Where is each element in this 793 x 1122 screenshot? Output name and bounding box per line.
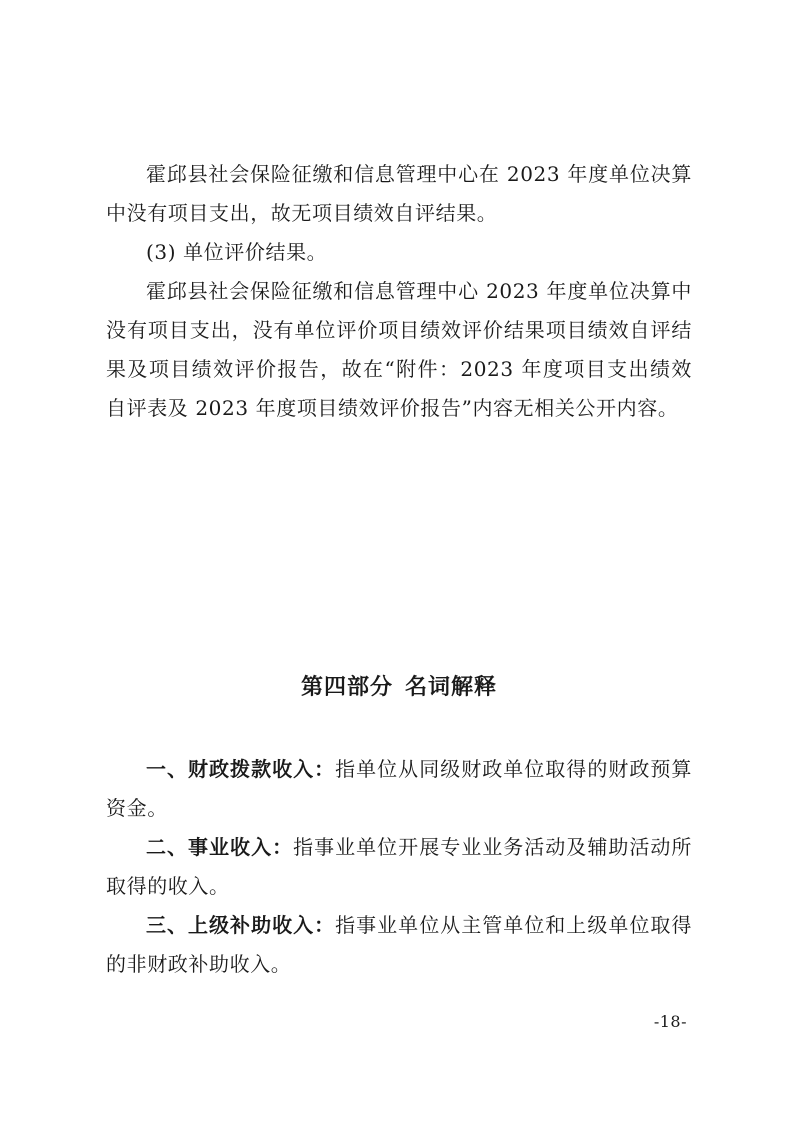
no-project-paragraph: 霍邱县社会保险征缴和信息管理中心在 2023 年度单位决算中没有项目支出，故无项目绩效自评结果。 <box>106 162 692 225</box>
page-number: -18- <box>653 1012 687 1031</box>
term-label: 一、财政拨款收入： <box>146 757 336 781</box>
unit-evaluation-subheading: (3) 单位评价结果。 <box>146 240 328 264</box>
term-item-business-income <box>106 828 692 906</box>
section-four-part: 第四部分 <box>300 674 393 700</box>
term-definition: 指事业单位从主管单位和上级单位取得的非财政补助收入。 <box>106 913 692 976</box>
section-four-name: 名词解释 <box>405 674 498 700</box>
term-definition: 指事业单位开展专业业务活动及辅助活动所取得的收入。 <box>106 835 692 898</box>
term-label: 二、事业收入： <box>146 835 294 859</box>
unit-evaluation-paragraph: 霍邱县社会保险征缴和信息管理中心 2023 年度单位决算中没有项目支出，没有单位评价项目绩效评价结果项目绩效自评结果及项目绩效评价报告，故在“附件：2023 年度项目支出绩效自评表及 2023 年度项目绩效评价报告”内容无相关公开内容。 <box>106 279 692 420</box>
section-four-title <box>106 670 692 701</box>
term-definition: 指单位从同级财政单位取得的财政预算资金。 <box>106 757 692 820</box>
term-item-fiscal-appropriation <box>106 750 692 828</box>
term-label: 三、上级补助收入： <box>146 913 336 937</box>
term-item-superior-subsidy <box>106 906 692 984</box>
